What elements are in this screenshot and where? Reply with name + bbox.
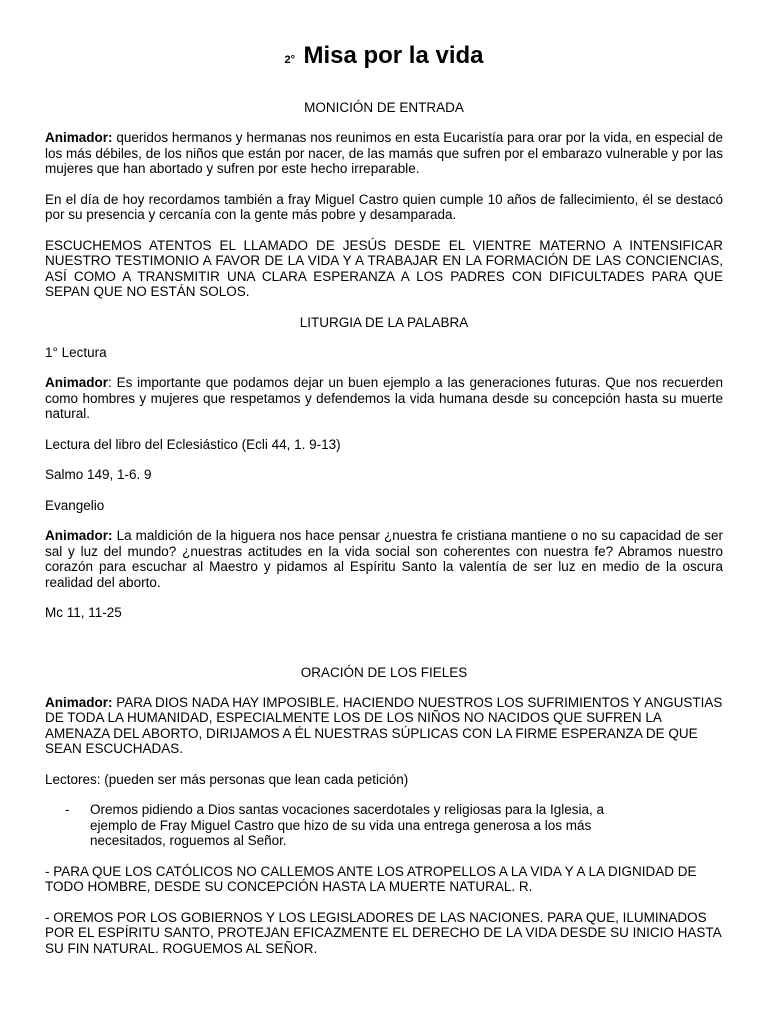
animador-label: Animador: <box>45 694 113 710</box>
title-text: Misa por la vida <box>303 42 484 69</box>
animador-text: queridos hermanos y hermanas nos reunimos en esta Eucaristía para orar por la vida, en especial de los más débiles, de los niños que están por nacer, de las mamás que sufren por el embarazo vulnerable y por las mujeres que han abortado y sufren por este hecho irreparable. <box>45 130 723 176</box>
liturgia-animador-paragraph <box>45 375 723 422</box>
section-heading-liturgia: LITURGIA DE LA PALABRA <box>299 314 469 330</box>
evangelio-animador-paragraph <box>45 528 723 590</box>
peticion-3: - OREMOS POR LOS GOBIERNOS Y LOS LEGISLADORES DE LAS NACIONES. PARA QUE, ILUMINADOS POR EL ESPÍRITU SANTO, PROTEJAN EFICAZMENTE EL DERECHO DE LA VIDA DESDE SU INICIO HASTA SU FIN NATURAL. ROGUEMOS AL SEÑOR. <box>45 909 721 956</box>
lectura-label: 1° Lectura <box>45 344 107 360</box>
animador-label: Animador <box>45 375 109 390</box>
peticion-list-item <box>45 802 723 849</box>
peticion-2: - PARA QUE LOS CATÓLICOS NO CALLEMOS ANTE LOS ATROPELLOS A LA VIDA Y A LA DIGNIDAD DE TODO HOMBRE, DESDE SU CONCEPCIÓN HASTA LA MUERTE NATURAL. R. <box>45 863 697 894</box>
entrada-animador-paragraph <box>45 130 723 177</box>
dash-bullet: - <box>65 802 70 817</box>
animador-label: Animador: <box>45 130 113 145</box>
entrada-paragraph-3: ESCUCHEMOS ATENTOS EL LLAMADO DE JESÚS DESDE EL VIENTRE MATERNO A INTENSIFICAR NUESTRO TESTIMONIO A FAVOR DE LA VIDA Y A TRABAJAR EN LA FORMACIÓN DE LAS CONCIENCIAS, ASÍ COMO A TRANSMITIR UNA CLARA ESPERANZA A LOS PADRES CON DIFICULTADES PARA QUE SEPAN QUE NO ESTÁN SOLOS. <box>45 237 723 299</box>
animador-text: : Es importante que podamos dejar un buen ejemplo a las generaciones futuras. Que nos recuerden como hombres y mujeres que respetamos y defendemos la vida humana desde su concepción hasta su muerte natural. <box>45 375 723 421</box>
lectores-note: Lectores: (pueden ser más personas que lean cada petición) <box>45 771 409 787</box>
animador-text: PARA DIOS NADA HAY IMPOSIBLE. HACIENDO NUESTROS LOS SUFRIMIENTOS Y ANGUSTIAS DE TODA LA HUMANIDAD, ESPECIALMENTE LOS DE LOS NIÑOS NO NACIDOS QUE SUFREN LA AMENAZA DEL ABORTO, DIRIJAMOS A ÉL NUESTRAS SÚPLICAS CON LA FIRME ESPERANZA DE QUE SEAN ESCUCHADAS. <box>45 694 723 756</box>
section-heading-monicion: MONICIÓN DE ENTRADA <box>304 100 464 115</box>
animador-label: Animador: <box>45 528 113 543</box>
evangelio-label: Evangelio <box>45 497 105 513</box>
peticion-1: Oremos pidiendo a Dios santas vocaciones sacerdotales y religiosas para la Iglesia, a ejemplo de Fray Miguel Castro que hizo de su vida una entrega generosa a los más necesitados, roguemos al Señor. <box>90 802 605 848</box>
salmo-reference: Salmo 149, 1-6. 9 <box>45 467 152 482</box>
evangelio-reference: Mc 11, 11-25 <box>45 605 122 620</box>
lectura-reference: Lectura del libro del Eclesiástico (Ecli 44, 1. 9-13) <box>45 436 341 452</box>
page-title <box>45 40 723 76</box>
section-heading-oracion: ORACIÓN DE LOS FIELES <box>300 664 468 680</box>
animador-text: La maldición de la higuera nos hace pensar ¿nuestra fe cristiana mantiene o no su capacidad de ser sal y luz del mundo? ¿nuestras actitudes en la vida social son coherentes con nuestra fe? Abramos nuestro corazón para escuchar al Maestro y pidamos al Espíritu Santo la valentía de ser luz en medio de la oscura realidad del aborto. <box>45 528 723 590</box>
title-number: 2° <box>284 54 295 66</box>
oracion-animador-paragraph <box>45 695 723 757</box>
entrada-paragraph-2: En el día de hoy recordamos también a fray Miguel Castro quien cumple 10 años de fallecimiento, él se destacó por su presencia y cercanía con la gente más pobre y desamparada. <box>45 191 723 222</box>
